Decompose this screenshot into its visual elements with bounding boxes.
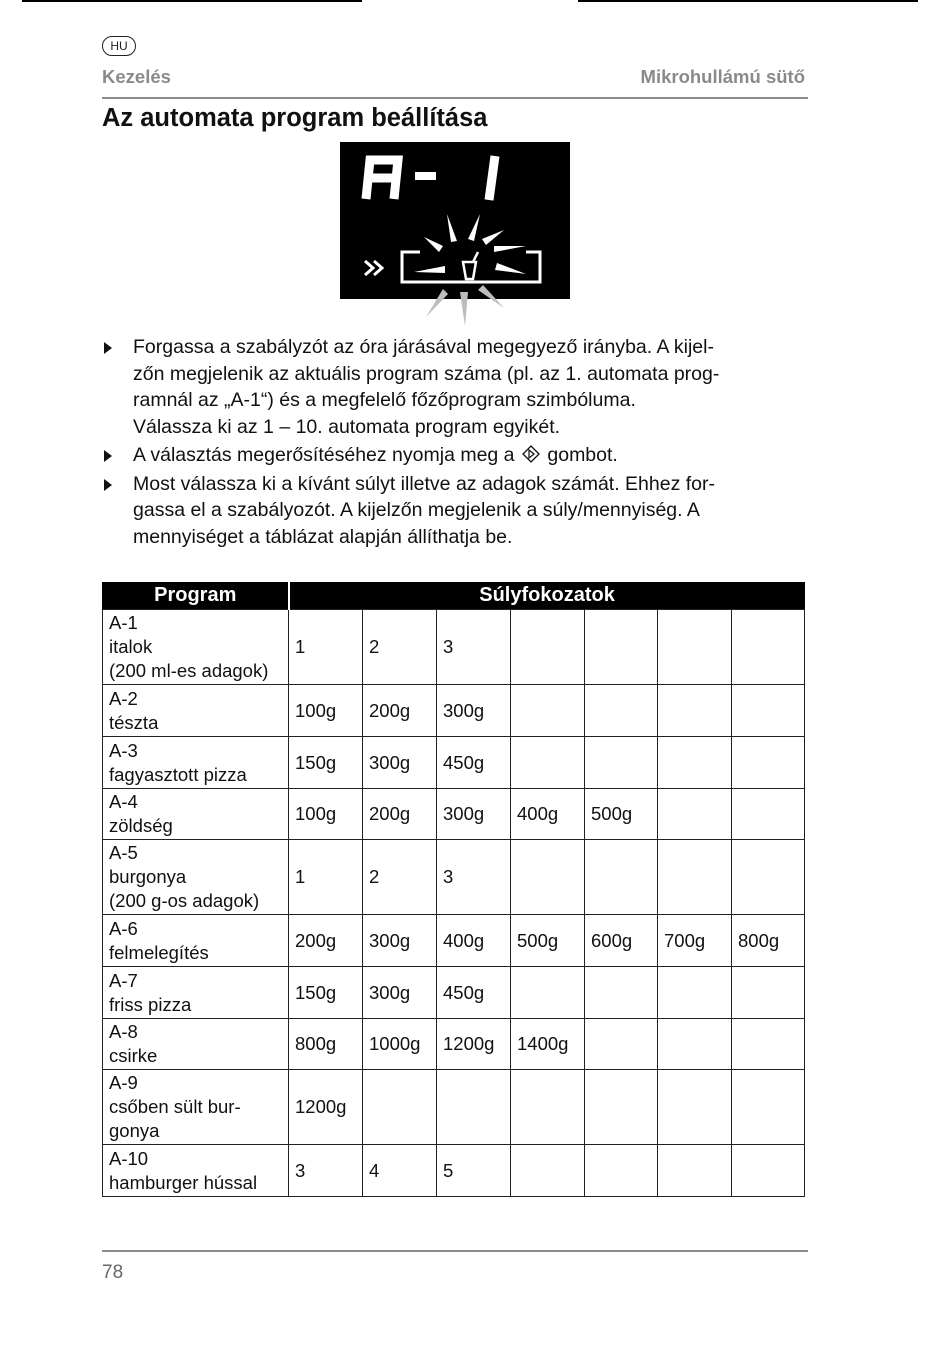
program-label-line: zöldség	[109, 815, 173, 836]
table-row	[103, 1070, 805, 1145]
weight-cell: 1000g	[363, 1019, 437, 1070]
program-label-line: A-9	[109, 1072, 138, 1093]
weight-cell	[511, 610, 585, 685]
page-number: 78	[102, 1262, 124, 1283]
program-cell	[103, 840, 289, 915]
weight-cell	[732, 1145, 805, 1197]
program-label-line: A-6	[109, 917, 138, 939]
weight-cell: 5	[437, 1145, 511, 1197]
table-header-row	[103, 582, 805, 610]
program-table	[102, 582, 805, 1197]
weight-cell: 1	[289, 840, 363, 915]
weight-cell: 100g	[289, 789, 363, 840]
weight-cell: 400g	[511, 789, 585, 840]
program-label-line: A-10	[109, 1147, 149, 1169]
crop-mark	[578, 0, 918, 2]
weight-cell	[658, 1019, 732, 1070]
weight-cell: 300g	[363, 967, 437, 1019]
program-cell	[103, 737, 289, 789]
program-label-line: A-3	[109, 739, 138, 761]
weight-cell: 100g	[289, 685, 363, 737]
table-row	[103, 967, 805, 1019]
bullet-arrow-icon	[104, 479, 112, 491]
weight-cell	[732, 967, 805, 1019]
table-row	[103, 840, 805, 915]
program-cell	[103, 1070, 289, 1145]
start-button-icon	[522, 445, 540, 463]
program-label-line: csőben sült bur-	[109, 1096, 241, 1117]
weight-cell	[732, 1070, 805, 1145]
weight-cell	[658, 685, 732, 737]
weight-cell: 200g	[363, 685, 437, 737]
weight-cell	[658, 840, 732, 915]
table-row	[103, 685, 805, 737]
footer-divider	[102, 1250, 808, 1252]
crop-mark	[22, 0, 362, 2]
weight-cell: 1400g	[511, 1019, 585, 1070]
weight-cell: 500g	[511, 915, 585, 967]
program-cell	[103, 610, 289, 685]
bullet-arrow-icon	[104, 450, 112, 462]
instruction-list	[102, 334, 808, 552]
weight-cell	[511, 1070, 585, 1145]
program-label-line: tészta	[109, 711, 159, 733]
column-header-weights: Súlyfokozatok	[289, 582, 805, 610]
weight-cell: 3	[437, 610, 511, 685]
weight-cell	[658, 967, 732, 1019]
weight-cell: 450g	[437, 737, 511, 789]
weight-cell	[437, 1070, 511, 1145]
instruction-step: A választás megerősítéséhez nyomja meg a gombot.	[102, 442, 808, 469]
program-label-line: A-5	[109, 842, 138, 863]
weight-cell: 1	[289, 610, 363, 685]
weight-cell	[585, 967, 658, 1019]
weight-cell	[585, 685, 658, 737]
weight-cell: 300g	[437, 789, 511, 840]
weight-cell: 2	[363, 610, 437, 685]
weight-cell: 1200g	[437, 1019, 511, 1070]
weight-cell: 300g	[363, 737, 437, 789]
program-cell	[103, 915, 289, 967]
weight-cell	[585, 737, 658, 789]
weight-cell: 300g	[437, 685, 511, 737]
product-label: Mikrohullámú sütő	[640, 66, 805, 87]
weight-cell	[658, 737, 732, 789]
program-cell	[103, 1145, 289, 1197]
weight-cell: 200g	[289, 915, 363, 967]
program-label-line: A-4	[109, 791, 138, 812]
program-label-line: A-2	[109, 687, 138, 709]
weight-cell: 800g	[732, 915, 805, 967]
weight-cell	[732, 840, 805, 915]
program-label-line: csirke	[109, 1045, 158, 1066]
weight-cell: 600g	[585, 915, 658, 967]
bullet-arrow-icon	[104, 342, 112, 354]
program-cell	[103, 1019, 289, 1070]
header-divider	[102, 97, 808, 99]
weight-cell	[511, 1145, 585, 1197]
weight-cell: 3	[289, 1145, 363, 1197]
table-row	[103, 1145, 805, 1197]
table-row	[103, 915, 805, 967]
program-label-line: (200 g-os adagok)	[109, 890, 260, 911]
weight-cell: 300g	[363, 915, 437, 967]
program-label-line: fagyasztott pizza	[109, 763, 247, 785]
program-label-line: italok	[109, 636, 153, 657]
weight-cell: 200g	[363, 789, 437, 840]
language-badge: HU	[102, 36, 136, 56]
weight-cell: 4	[363, 1145, 437, 1197]
weight-cell	[511, 737, 585, 789]
weight-cell: 150g	[289, 967, 363, 1019]
weight-cell: 800g	[289, 1019, 363, 1070]
program-cell	[103, 685, 289, 737]
weight-cell: 500g	[585, 789, 658, 840]
weight-cell: 700g	[658, 915, 732, 967]
weight-cell: 2	[363, 840, 437, 915]
weight-cell	[585, 610, 658, 685]
program-cell	[103, 789, 289, 840]
program-label-line: felmelegítés	[109, 941, 209, 963]
table-row	[103, 1019, 805, 1070]
section-label: Kezelés	[102, 66, 171, 87]
instruction-step: Most válassza ki a kívánt súlyt illetve az adagok számát. Ehhez for- gassa el a szabályozót. A kijelzőn megjelenik a súly/mennyiség. A mennyiséget a táblázat alapján állíthatja be.	[102, 471, 808, 551]
weight-cell	[511, 840, 585, 915]
page-title: Az automata program beállítása	[102, 104, 488, 132]
weight-cell	[732, 1019, 805, 1070]
program-label-line: hamburger hússal	[109, 1171, 258, 1193]
weight-cell	[511, 685, 585, 737]
weight-cell	[658, 1070, 732, 1145]
weight-cell	[658, 610, 732, 685]
weight-cell: 400g	[437, 915, 511, 967]
instruction-step: Forgassa a szabályzót az óra járásával megegyező irányba. A kijel- zőn megjelenik az aktuális program száma (pl. az 1. automata prog- ramnál az „A-1“) és a megfelelő főzőprogram szimbóluma. Válassza ki az 1 – 10. automata program egyikét.	[102, 334, 808, 440]
lcd-display	[340, 142, 570, 332]
column-header-program: Program	[103, 582, 289, 610]
weight-cell	[658, 789, 732, 840]
weight-cell: 3	[437, 840, 511, 915]
weight-cell	[511, 967, 585, 1019]
table-row	[103, 789, 805, 840]
weight-cell	[732, 610, 805, 685]
program-cell	[103, 967, 289, 1019]
weight-cell	[732, 685, 805, 737]
weight-cell: 1200g	[289, 1070, 363, 1145]
program-label-line: (200 ml-es adagok)	[109, 660, 269, 681]
program-label-line: gonya	[109, 1120, 160, 1141]
program-label-line: A-7	[109, 969, 138, 991]
weight-cell	[658, 1145, 732, 1197]
program-label-line: A-1	[109, 612, 138, 633]
weight-cell: 450g	[437, 967, 511, 1019]
table-row	[103, 610, 805, 685]
display-illustration	[340, 142, 570, 332]
program-label-line: A-8	[109, 1021, 138, 1042]
weight-cell	[363, 1070, 437, 1145]
weight-cell: 150g	[289, 737, 363, 789]
weight-cell	[585, 1019, 658, 1070]
weight-cell	[732, 737, 805, 789]
table-row	[103, 737, 805, 789]
weight-cell	[585, 840, 658, 915]
weight-cell	[585, 1145, 658, 1197]
program-label-line: burgonya	[109, 866, 187, 887]
weight-cell	[585, 1070, 658, 1145]
weight-cell	[732, 789, 805, 840]
program-label-line: friss pizza	[109, 993, 192, 1015]
